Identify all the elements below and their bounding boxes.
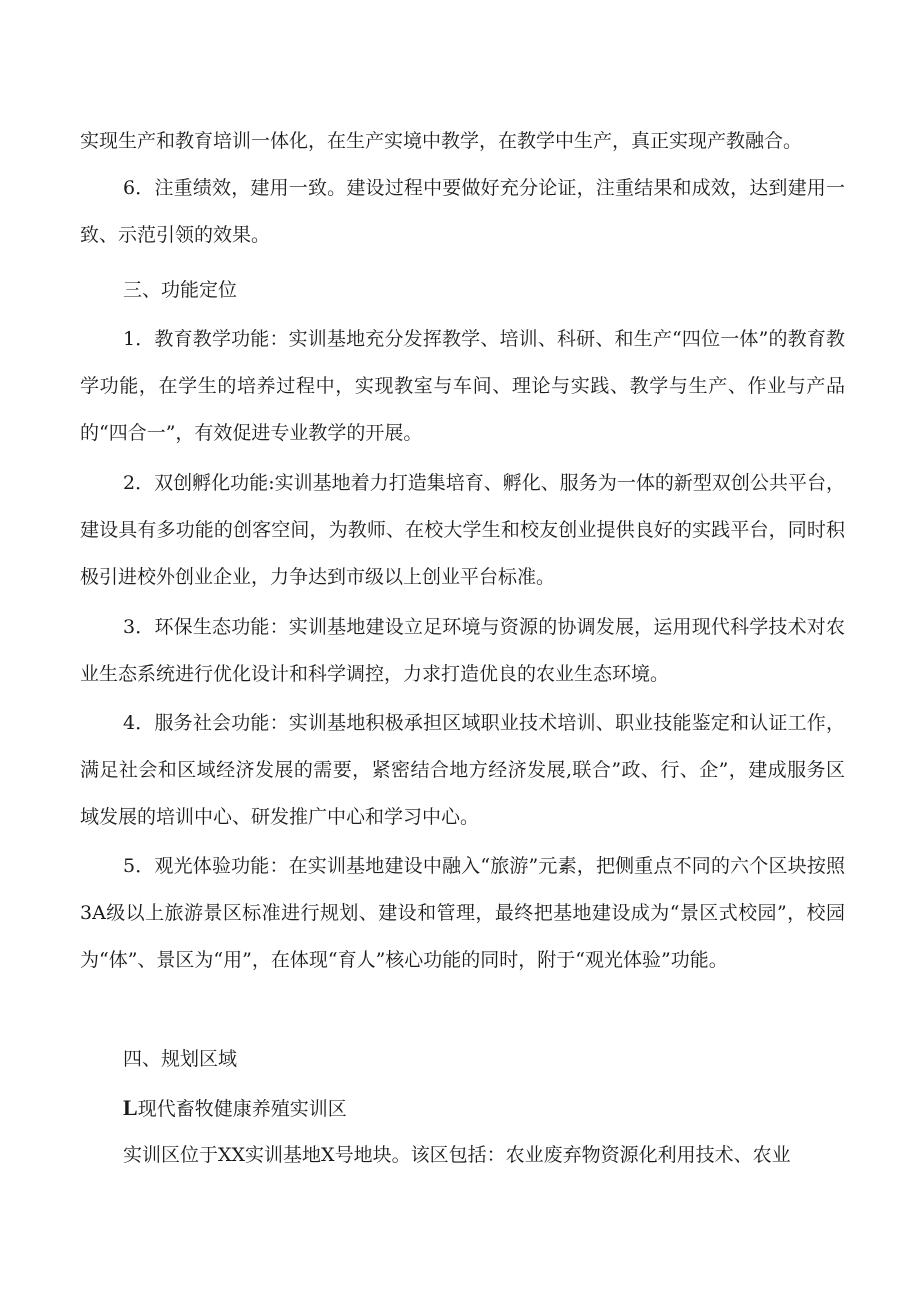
paragraph-item-6: 6．注重绩效，建用一致。建设过程中要做好充分论证，注重结果和成效，达到建用一致、示范引领的效果。 [80, 177, 845, 246]
paragraph-function-5: 5．观光体验功能：在实训基地建设中融入“旅游”元素，把侧重点不同的六个区块按照3A级以上旅游景区标准进行规划、建设和管理，最终把基地建设成为“景区式校园”，校园为“体”、景区为“用”，在体现“育人”核心功能的同时，附于“观光体验”功能。 [80, 855, 845, 971]
paragraph-function-4: 4．服务社会功能：实训基地积极承担区域职业技术培训、职业技能鉴定和认证工作，满足社会和区域经济发展的需要，紧密结合地方经济发展,联合”政、行、企”，建成服务区域发展的培训中心、研发推广中心和学习中心。 [80, 712, 845, 828]
subsection-title: 现代畜牧健康养殖实训区 [137, 1098, 347, 1120]
heading-lead-letter: L [123, 1095, 138, 1120]
section-heading-3: 三、功能定位 [123, 279, 238, 301]
section-heading-4: 四、规划区域 [123, 1048, 238, 1070]
paragraph-function-2: 2．双创孵化功能:实训基地着力打造集培育、孵化、服务为一体的新型双创公共平台，建设具有多功能的创客空间，为教师、在校大学生和校友创业提供良好的实践平台，同时积极引进校外创业企业，力争达到市级以上创业平台标准。 [80, 472, 845, 588]
subsection-heading-1 [80, 1084, 845, 1133]
paragraph-function-3: 3．环保生态功能：实训基地建设立足环境与资源的协调发展，运用现代科学技术对农业生态系统进行优化设计和科学调控，力求打造优良的农业生态环境。 [80, 616, 845, 685]
paragraph-function-1: 1．教育教学功能：实训基地充分发挥教学、培训、科研、和生产“四位一体”的教育教学功能，在学生的培养过程中，实现教室与车间、理论与实践、教学与生产、作业与产品的“四合一”，有效促进专业教学的开展。 [80, 328, 845, 444]
paragraph-continuation: 实现生产和教育培训一体化，在生产实境中教学，在教学中生产，真正实现产教融合。 [80, 130, 803, 152]
paragraph-zone-description: 实训区位于XX实训基地X号地块。该区包括：农业废弃物资源化利用技术、农业 [123, 1144, 791, 1166]
